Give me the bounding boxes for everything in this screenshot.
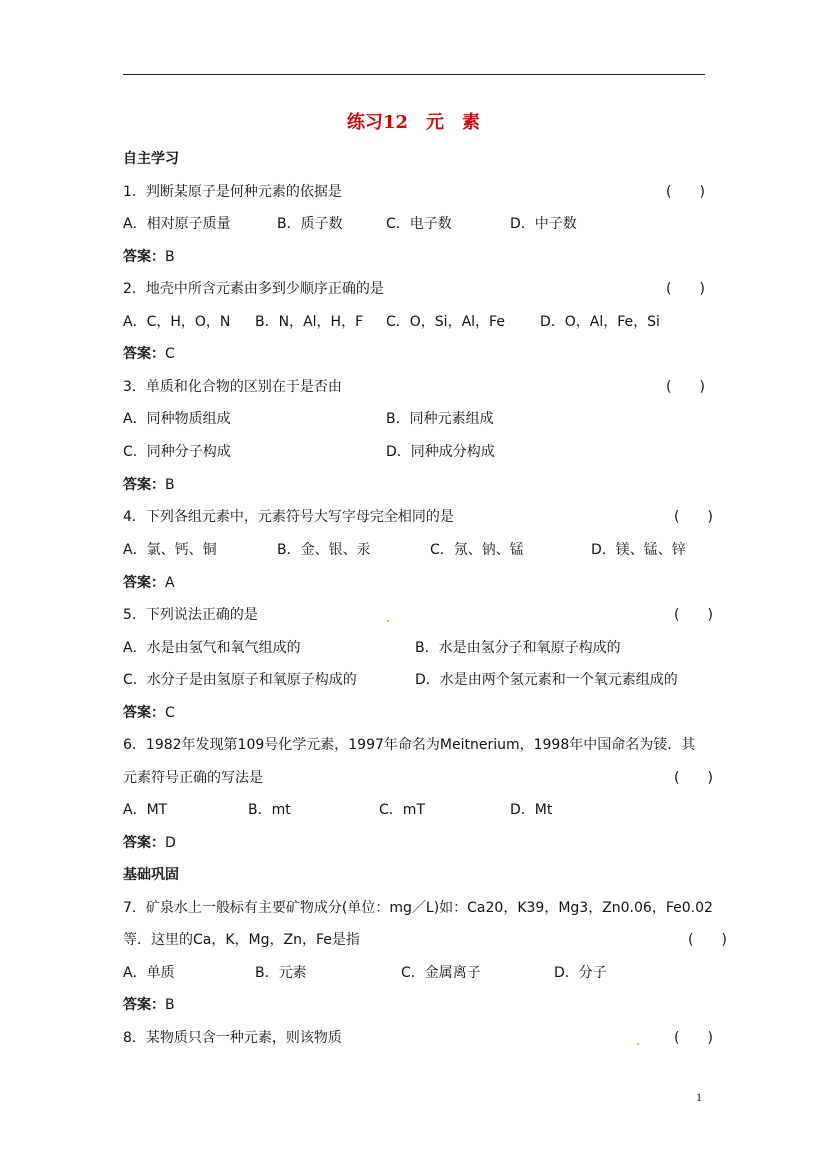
q7-stem-line1: 7．矿泉水上一般标有主要矿物成分(单位：mg／L)如：Ca20，K39，Mg3，Zn0.06，Fe0.02 — [123, 900, 713, 916]
header-rule — [123, 74, 705, 75]
answer-label: 答案： — [123, 575, 165, 591]
answer-label: 答案： — [123, 705, 165, 721]
q7-answer — [123, 996, 175, 1014]
answer-label: 答案： — [123, 835, 165, 851]
q1-answer — [123, 248, 175, 266]
q7-option-d: D．分子 — [554, 965, 607, 981]
q1-answer-value: B — [165, 249, 175, 265]
q5-answer-blank: ( ) — [674, 607, 713, 623]
q6-option-d: D．Mt — [510, 802, 553, 818]
q5-option-b: B．水是由氢分子和氧原子构成的 — [415, 640, 621, 656]
q4-answer-value: A — [165, 575, 175, 591]
q4-answer-blank: ( ) — [674, 509, 713, 525]
q4-option-d: D．镁、锰、锌 — [591, 542, 686, 558]
q6-option-b: B．mt — [248, 802, 291, 818]
q1-option-d: D．中子数 — [510, 216, 577, 232]
answer-label: 答案： — [123, 346, 165, 362]
q4-stem: 4．下列各组元素中，元素符号大写字母完全相同的是 — [123, 509, 454, 525]
q1-option-c: C．电子数 — [386, 216, 452, 232]
stray-dot-mark — [387, 620, 389, 622]
q6-option-a: A．MT — [123, 802, 168, 818]
q5-option-c: C．水分子是由氢原子和氧原子构成的 — [123, 672, 357, 688]
q5-option-a: A．水是由氢气和氧气组成的 — [123, 640, 301, 656]
answer-label: 答案： — [123, 249, 165, 265]
q6-answer-blank: ( ) — [674, 770, 713, 786]
q3-answer — [123, 476, 175, 494]
q4-answer — [123, 574, 175, 592]
q6-stem-line2: 元素符号正确的写法是 — [123, 770, 263, 786]
q5-option-d: D．水是由两个氢元素和一个氧元素组成的 — [415, 672, 678, 688]
q3-stem: 3．单质和化合物的区别在于是否由 — [123, 379, 342, 395]
section-heading-consolidation: 基础巩固 — [123, 867, 179, 883]
q3-answer-blank: ( ) — [666, 379, 705, 395]
q2-answer — [123, 345, 175, 363]
q6-answer — [123, 834, 176, 852]
q6-stem-line1: 6．1982年发现第109号化学元素，1997年命名为Meitnerium，1998年中国命名为鿏．其 — [123, 737, 696, 753]
q8-stem: 8．某物质只含一种元素，则该物质 — [123, 1030, 342, 1046]
q7-option-b: B．元素 — [255, 965, 307, 981]
q2-stem: 2．地壳中所含元素由多到少顺序正确的是 — [123, 281, 384, 297]
q7-stem-line2: 等．这里的Ca，K，Mg，Zn，Fe是指 — [123, 932, 360, 948]
q3-option-b: B．同种元素组成 — [386, 411, 494, 427]
q4-option-b: B．金、银、汞 — [277, 542, 371, 558]
q1-option-a: A．相对原子质量 — [123, 216, 231, 232]
q3-option-a: A．同种物质组成 — [123, 411, 231, 427]
q7-option-a: A．单质 — [123, 965, 175, 981]
q2-answer-value: C — [165, 346, 175, 362]
q2-option-b: B．N，Al，H，F — [255, 314, 364, 330]
q4-option-a: A．氯、钙、铜 — [123, 542, 217, 558]
q3-option-d: D．同种成分构成 — [386, 444, 495, 460]
q3-option-c: C．同种分子构成 — [123, 444, 231, 460]
page-title: 练习12 元 素 — [346, 112, 481, 133]
q2-option-c: C．O，Si，Al，Fe — [386, 314, 505, 330]
stray-dot-mark — [637, 1043, 639, 1045]
q7-option-c: C．金属离子 — [401, 965, 481, 981]
q7-answer-blank: ( ) — [688, 932, 727, 948]
q1-option-b: B．质子数 — [277, 216, 343, 232]
answer-label: 答案： — [123, 477, 165, 493]
q1-answer-blank: ( ) — [666, 184, 705, 200]
q2-option-a: A．C，H，O，N — [123, 314, 231, 330]
q6-option-c: C．mT — [379, 802, 425, 818]
q2-option-d: D．O，Al，Fe，Si — [540, 314, 660, 330]
q1-stem: 1．判断某原子是何种元素的依据是 — [123, 184, 342, 200]
q5-stem: 5．下列说法正确的是 — [123, 607, 258, 623]
q6-answer-value: D — [165, 835, 176, 851]
q8-answer-blank: ( ) — [674, 1030, 713, 1046]
answer-label: 答案： — [123, 997, 165, 1013]
page-number: 1 — [696, 1090, 702, 1104]
q5-answer — [123, 704, 175, 722]
q2-answer-blank: ( ) — [666, 281, 705, 297]
q5-answer-value: C — [165, 705, 175, 721]
q3-answer-value: B — [165, 477, 175, 493]
q7-answer-value: B — [165, 997, 175, 1013]
q4-option-c: C．氖、钠、锰 — [430, 542, 524, 558]
section-heading-self-study: 自主学习 — [123, 151, 179, 167]
